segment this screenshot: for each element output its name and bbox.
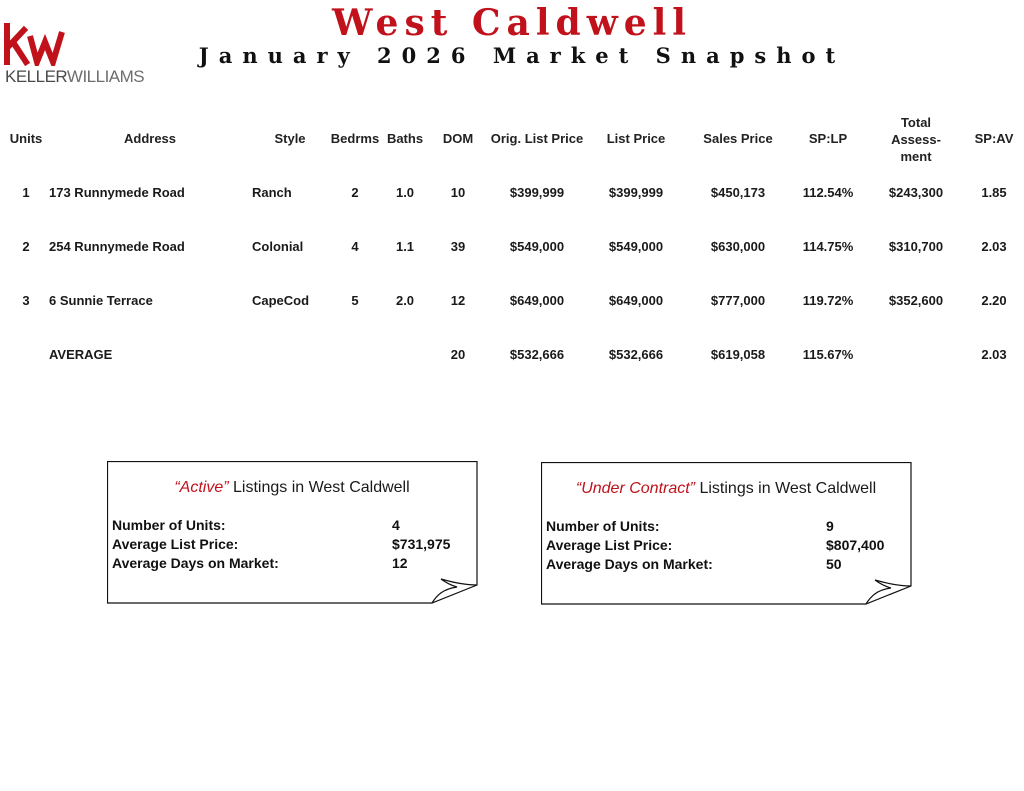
header-sales-price: Sales Price — [703, 131, 773, 146]
average-sp-av: 2.03 — [981, 347, 1007, 362]
row-1-sp-av: 1.85 — [981, 185, 1007, 200]
under-contract-card — [541, 462, 911, 604]
under-contract-card-title: “Under Contract” Listings in West Caldwell — [575, 480, 877, 497]
average-sales: $619,058 — [710, 347, 766, 362]
average-sp-lp: 115.67% — [802, 347, 854, 362]
row-1-address: 173 Runnymede Road — [49, 185, 185, 200]
row-2-sp-lp: 114.75% — [802, 239, 854, 254]
row-1-orig-list: $399,999 — [509, 185, 565, 200]
row-1-style: Ranch — [252, 185, 292, 200]
row-1-unit: 1 — [22, 185, 30, 200]
row-1-bedrms: 2 — [351, 185, 359, 200]
row-3-orig-list: $649,000 — [509, 293, 565, 308]
page-subtitle: January 2026 Market Snapshot — [198, 43, 846, 68]
header-units: Units — [9, 131, 43, 146]
average-orig-list: $532,666 — [509, 347, 565, 362]
active-dom-value: 12 — [392, 555, 408, 571]
average-list: $532,666 — [608, 347, 664, 362]
header-bedrms: Bedrms — [330, 131, 380, 146]
row-3-sp-lp: 119.72% — [802, 293, 854, 308]
row-1-list: $399,999 — [608, 185, 664, 200]
average-dom: 20 — [450, 347, 466, 362]
row-3-dom: 12 — [450, 293, 466, 308]
row-1-sp-lp: 112.54% — [802, 185, 854, 200]
row-2-baths: 1.1 — [395, 239, 415, 254]
row-3-bedrms: 5 — [351, 293, 359, 308]
active-listings-card — [107, 461, 477, 603]
page-title: West Caldwell — [332, 2, 692, 44]
row-2-sales: $630,000 — [710, 239, 766, 254]
header-total-assessment: Total Assess-ment — [891, 115, 941, 164]
under-contract-dom-value: 50 — [826, 556, 842, 572]
under-contract-units-label: Number of Units: — [546, 518, 660, 534]
row-2-dom: 39 — [450, 239, 466, 254]
row-2-orig-list: $549,000 — [509, 239, 565, 254]
header-style: Style — [274, 131, 306, 146]
row-2-address: 254 Runnymede Road — [49, 239, 185, 254]
row-3-sp-av: 2.20 — [981, 293, 1007, 308]
active-price-label: Average List Price: — [112, 536, 239, 552]
row-3-address: 6 Sunnie Terrace — [49, 293, 153, 308]
header-sp-av: SP:AV — [974, 131, 1014, 146]
row-2-style: Colonial — [252, 239, 304, 254]
row-2-bedrms: 4 — [351, 239, 359, 254]
row-2-sp-av: 2.03 — [981, 239, 1007, 254]
active-units-value: 4 — [392, 517, 400, 533]
logo-wordmark: KELLERWILLIAMS — [5, 67, 145, 86]
row-3-list: $649,000 — [608, 293, 664, 308]
header-dom: DOM — [442, 131, 474, 146]
row-3-baths: 2.0 — [395, 293, 415, 308]
active-card-title: “Active” Listings in West Caldwell — [174, 479, 410, 496]
average-label: AVERAGE — [49, 347, 113, 362]
under-contract-price-value: $807,400 — [826, 537, 885, 553]
row-2-unit: 2 — [22, 239, 30, 254]
header-address: Address — [123, 131, 177, 146]
row-3-assessment: $352,600 — [888, 293, 944, 308]
under-contract-dom-label: Average Days on Market: — [546, 556, 713, 572]
row-3-unit: 3 — [22, 293, 30, 308]
row-3-style: CapeCod — [252, 293, 310, 308]
active-dom-label: Average Days on Market: — [112, 555, 279, 571]
header-sp-lp: SP:LP — [808, 131, 848, 146]
row-3-sales: $777,000 — [710, 293, 766, 308]
row-1-sales: $450,173 — [710, 185, 766, 200]
under-contract-price-label: Average List Price: — [546, 537, 673, 553]
header-orig-list-price: Orig. List Price — [490, 131, 584, 146]
under-contract-units-value: 9 — [826, 518, 834, 534]
row-2-assessment: $310,700 — [888, 239, 944, 254]
row-1-baths: 1.0 — [395, 185, 415, 200]
row-1-dom: 10 — [450, 185, 466, 200]
header-baths: Baths — [386, 131, 424, 146]
active-units-label: Number of Units: — [112, 517, 226, 533]
header-list-price: List Price — [606, 131, 666, 146]
row-2-list: $549,000 — [608, 239, 664, 254]
active-price-value: $731,975 — [392, 536, 451, 552]
row-1-assessment: $243,300 — [888, 185, 944, 200]
